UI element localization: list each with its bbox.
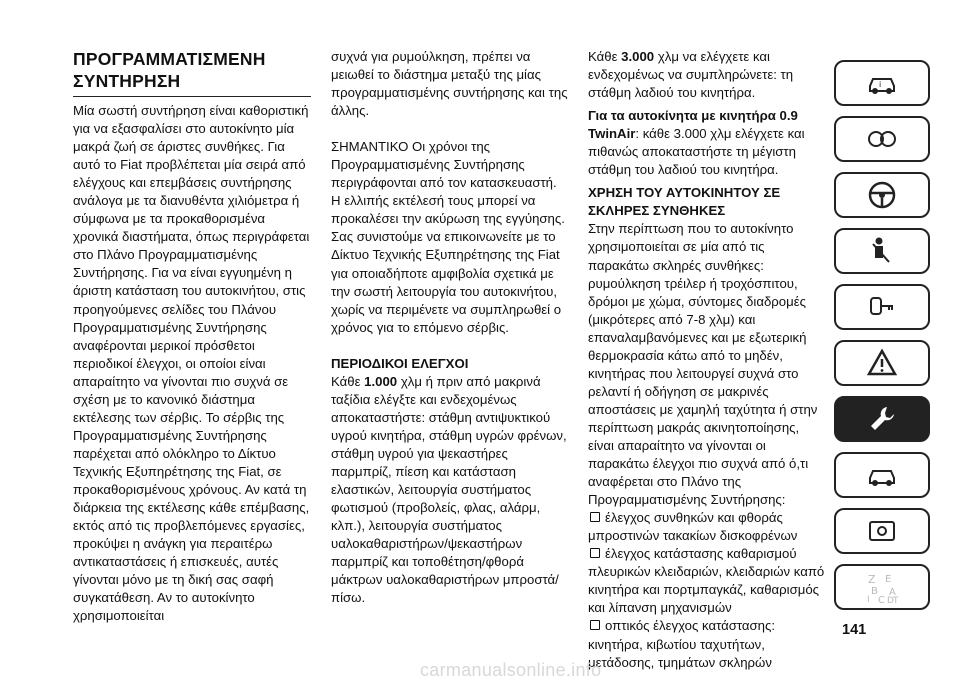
oil-check-text: Κάθε 3.000 χλμ να ελέγχετε και ενδεχομένως να συμπληρώνετε: τη στάθμη λαδιού του κινητήρα. xyxy=(588,49,794,101)
maintenance-intro-text: Μία σωστή συντήρηση είναι καθοριστική για να εξασφαλίσει στο αυτοκίνητο μία μακρά ζωή σε άριστες συνθήκες. Για αυτό το Fiat προβλέπεται μία σειρά από ελέγχους και επεμβάσεις συντήρησης ανάλογα με τα διανυθέντα χιλιόμετρα ή σύμφωνα με τα προκαθορισμένα χρονικά διαστήματα, όπως περιγράφεται στο Πλάνο Προγραμματισμένης Συντήρησης. Για να είναι εγγυημένη η άριστη κατάσταση του αυτοκινήτου, στις προηγούμενες σελίδες του Πλάνου Προγραμματισμένης Συντήρησης αναφέρονται μερικοί πρόσθετοι περιοδικοί έλεγχοι, οι οποίοι είναι απαραίτητο να γίνονται πιο συχνά σε σχέση με το κανονικό διάστημα εκτέλεσης των σέρβις. Το σέρβις της Προγραμματισμένης Συντήρησης παρέχεται από ολόκληρο το Δίκτυο Τεχνικής Εξυπηρέτησης της Fiat, σε προκαθορισμένους χρόνους. Αν κατά τη διάρκεια της εκτέλεσης κάθε επέμβασης, εκτός από τις προβλεπόμενες εργασίες, προκύψει η ανάγκη για περαιτέρω αντικαταστάσεις ή επισκευές, αυτές γίνονται μόνο με τη δική σας σαφή συγκατάθεση. Αν το αυτοκίνητο χρησιμοποιείται xyxy=(73,103,310,624)
index-letter: I xyxy=(867,595,870,604)
twinair-text: Για τα αυτοκίνητα με κινητήρα 0.9 TwinAir: κάθε 3.000 χλμ ελέγχετε και πιθανώς αποκαταστήστε τη μέγιστη στάθμη του λαδιού του κινητήρα. xyxy=(588,108,805,178)
index-letter: T xyxy=(893,596,899,604)
index-letter: A xyxy=(889,587,896,598)
bullet-item: έλεγχος συνθηκών και φθοράς μπροστινών τακακίων δισκοφρένων xyxy=(588,510,798,544)
severe-conditions-text: Στην περίπτωση που το αυτοκίνητο χρησιμοποιείται σε μία από τις παρακάτω σκληρές συνθήκες: ρυμούλκηση τρέιλερ ή τροχόσπιτου, δρόμοι με χώμα, σύντομες διαδρομές (μικρότερες από 7-8 χλμ) και επαναλαμβανόμενες και με εξωτερική θερμοκρασία κάτω από το μηδέν, κινητήρας που λειτουργεί συχνά στο ρελαντί ή οδήγηση σε μακρινές αποστάσεις με χαμηλή ταχύτητα ή στην περίπτωση μακράς ακινητοποίησης, είναι απαραίτητο να γίνονται οι παρακάτω έλεγχοι πιο συχνά από ό,τι αναφέρεται στο Πλάνο της Προγραμματισμένης Συντήρησης: xyxy=(588,221,818,508)
car-key-icon xyxy=(865,290,899,324)
tab-maintenance[interactable] xyxy=(834,396,930,442)
svg-text:i: i xyxy=(879,80,882,89)
towing-text: συχνά για ρυμούλκηση, πρέπει να μειωθεί το διάστημα μεταξύ της μίας προγραμματισμένης συντήρησης και της άλλης. xyxy=(331,49,568,119)
index-letter: E xyxy=(885,574,892,585)
tab-safety[interactable] xyxy=(834,228,930,274)
index-letter: D xyxy=(887,596,894,604)
tab-multimedia[interactable] xyxy=(834,508,930,554)
car-info-icon xyxy=(865,66,899,100)
important-note: ΣΗΜΑΝΤΙΚΟ Οι χρόνοι της Προγραμματισμένης Συντήρησης περιγράφονται από τον κατασκευαστή. Η ελλιπής εκτέλεσή τους μπορεί να προκαλέσει την ακύρωση της εγγύησης. Σας συνιστούμε να επικοινωνείτε με το Δίκτυο Τεχνικής Εξυπηρέτησης της Fiat για οποιαδήποτε αμφιβολία σχετικά με την σωστή λειτουργία του αυτοκινήτου, χωρίς να περιμένετε να συμπληρωθεί ο χρόνος για το επόμενο σέρβις. xyxy=(331,139,565,335)
tab-car-info[interactable] xyxy=(834,60,930,106)
checkbox-bullet-icon xyxy=(590,620,600,630)
checkbox-bullet-icon xyxy=(590,512,600,522)
tab-emergency[interactable] xyxy=(834,340,930,386)
tab-starting[interactable] xyxy=(834,284,930,330)
steering-wheel-icon xyxy=(865,178,899,212)
column-1 xyxy=(73,48,311,625)
page-title: ΠΡΟΓΡΑΜΜΑΤΙΣΜΕΝΗ ΣΥΝΤΗΡΗΣΗ xyxy=(73,48,311,97)
warning-triangle-icon xyxy=(865,346,899,380)
footer-watermark: carmanualsonline.info xyxy=(420,660,602,680)
index-icon xyxy=(852,570,912,604)
index-letter: C xyxy=(878,595,885,604)
periodic-checks-text: Κάθε 1.000 χλμ ή πριν από μακρινά ταξίδια ελέγξτε και ενδεχομένως αποκαταστήστε: στάθμη αντιψυκτικού υγρού κινητήρα, στάθμη υγρών φρένων, στάθμη υγρού για ψεκαστήρες παρμπρίζ, πίεση και κατάσταση ελαστικών, λειτουργία συστήματος φωτισμού (προβολείς, φλας, αλάρμ, κλπ.), λειτουργία συστήματος υαλοκαθαριστήρων/ψεκαστήρων παρμπρίζ και τοποθέτηση/φθορά μάκτρων υαλοκαθαριστήρων μπροστά/πίσω. xyxy=(331,373,567,606)
index-letter: Z xyxy=(868,573,876,586)
periodic-checks-heading: ΠΕΡΙΟΔΙΚΟΙ ΕΛΕΓΧΟΙ xyxy=(331,355,469,371)
tab-instrument-panel[interactable] xyxy=(834,116,930,162)
tab-index[interactable] xyxy=(834,564,930,610)
wrench-icon xyxy=(865,402,899,436)
car-specs-icon xyxy=(865,458,899,492)
instrument-panel-icon xyxy=(865,122,899,156)
index-letter: B xyxy=(871,586,878,597)
page-number: 141 xyxy=(842,622,867,638)
column-3 xyxy=(588,48,826,672)
bullet-item: οπτικός έλεγχος κατάστασης: κινητήρα, κιβωτίου ταχυτήτων, μετάδοσης, τμημάτων σκληρών xyxy=(588,618,776,670)
tab-technical-data[interactable] xyxy=(834,452,930,498)
multimedia-icon xyxy=(865,514,899,548)
severe-conditions-heading: ΧΡΗΣΗ ΤΟΥ ΑΥΤΟΚΙΝΗΤΟΥ ΣΕ ΣΚΛΗΡΕΣ ΣΥΝΘΗΚΕΣ xyxy=(588,185,781,219)
checkbox-bullet-icon xyxy=(590,548,600,558)
column-2 xyxy=(331,48,569,607)
bullet-item: έλεγχος κατάστασης καθαρισμού πλευρικών κλειδαριών, κλειδαριών καπό κινητήρα και πορτμπαγκάζ, καθαρισμός και λίπανση μηχανισμών xyxy=(588,546,825,616)
seatbelt-safety-icon xyxy=(865,234,899,268)
tab-steering[interactable] xyxy=(834,172,930,218)
